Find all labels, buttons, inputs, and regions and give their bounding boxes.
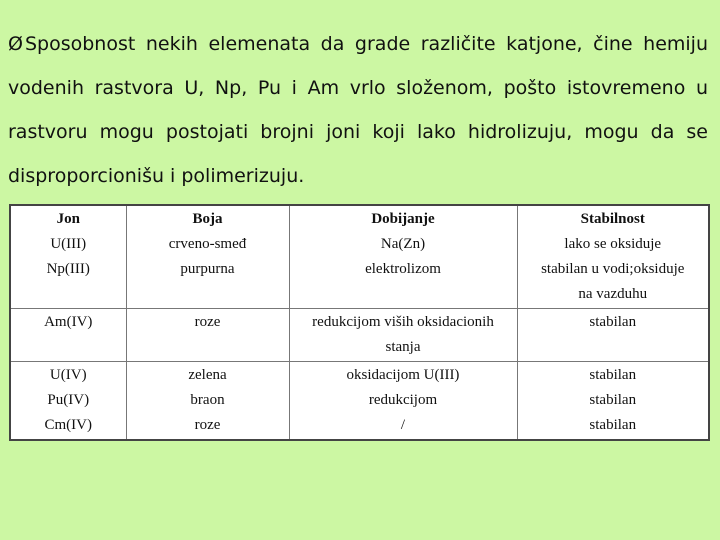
header-ion: Jon (56, 211, 80, 227)
header-stability: Stabilnost (580, 211, 645, 227)
cell-line: stabilan (589, 392, 637, 408)
table-cell-ion (10, 309, 126, 362)
cell-line: Np(III) (46, 261, 90, 277)
table-row (10, 309, 709, 362)
cell-line: U(III) (50, 236, 87, 252)
intro-paragraph (8, 22, 708, 198)
cell-line: purpurna (180, 261, 235, 277)
header-obtaining: Dobijanje (371, 211, 435, 227)
table-cell-stability (517, 309, 709, 362)
cell-line: elektrolizom (365, 261, 441, 277)
cell-line: stabilan u vodi;oksiduje (541, 261, 685, 277)
cell-line: crveno-smeđ (168, 236, 247, 252)
cell-line: roze (194, 314, 221, 330)
table-cell-color (126, 309, 289, 362)
actinide-ions-table (9, 204, 710, 441)
cell-line: / (400, 417, 406, 433)
cell-line: lako se oksiduje (564, 236, 662, 252)
table-cell-color (126, 205, 289, 309)
cell-line: stanja (385, 339, 421, 355)
cell-line: roze (194, 417, 221, 433)
cell-line: stabilan (589, 314, 637, 330)
table-cell-stability (517, 362, 709, 441)
table-row (10, 205, 709, 309)
cell-line: na vazduhu (578, 286, 648, 302)
cell-line: braon (190, 392, 225, 408)
cell-line: zelena (188, 367, 227, 383)
table-cell-ion (10, 362, 126, 441)
table-cell-obtaining (289, 309, 517, 362)
header-color: Boja (192, 211, 223, 227)
table-cell-stability (517, 205, 709, 309)
table-cell-color (126, 362, 289, 441)
cell-line: Pu(IV) (47, 392, 90, 408)
cell-line: stabilan (589, 417, 637, 433)
cell-line: oksidacijom U(III) (346, 367, 460, 383)
intro-text: Sposobnost nekih elemenata da grade različite katjone, čine hemiju vodenih rastvora U, Np, Pu i Am vrlo složenom, pošto istovremeno u rastvoru mogu postojati brojni joni koji lako hidrolizuju, mogu da se disproporcionišu i polimerizuju. (8, 33, 708, 187)
table-cell-obtaining (289, 362, 517, 441)
table-cell-ion (10, 205, 126, 309)
cell-line: redukcijom (368, 392, 438, 408)
cell-line: Na(Zn) (380, 236, 426, 252)
cell-line: redukcijom viših oksidacionih (312, 314, 494, 330)
cell-line: Am(IV) (44, 314, 93, 330)
bullet-arrow-icon: Ø (8, 33, 23, 55)
cell-line: U(IV) (49, 367, 87, 383)
table-row (10, 362, 709, 441)
cell-line: Cm(IV) (44, 417, 92, 433)
table-cell-obtaining (289, 205, 517, 309)
cell-line: stabilan (589, 367, 637, 383)
